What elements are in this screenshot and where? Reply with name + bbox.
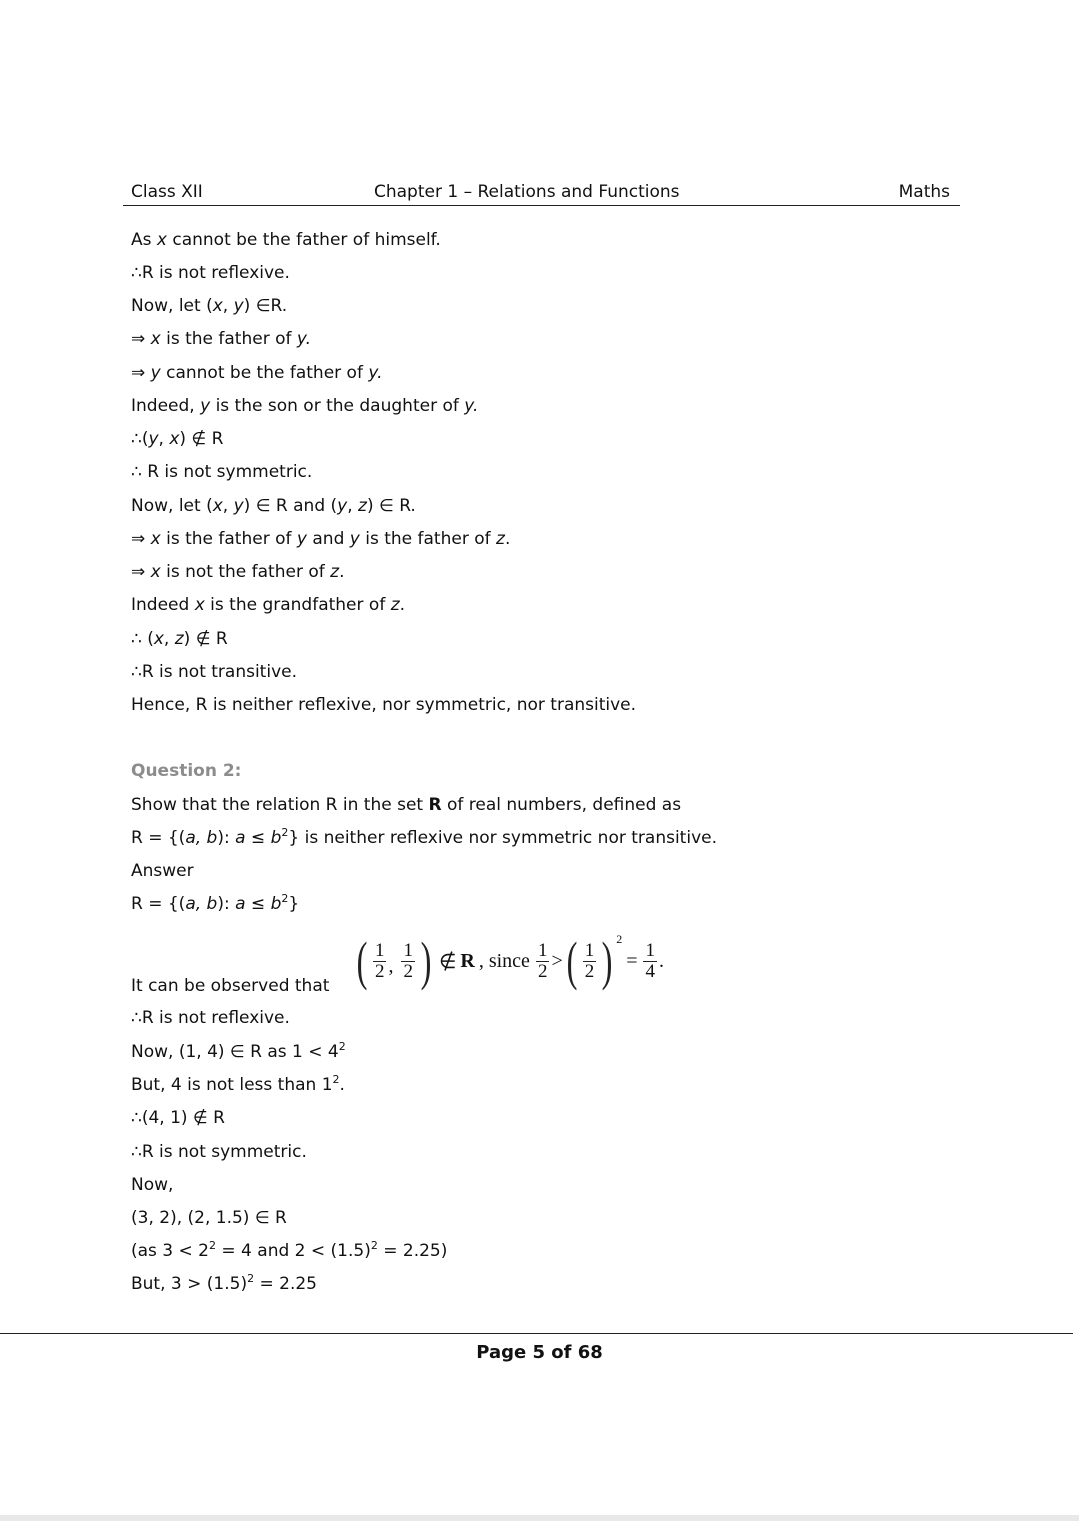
text-line: ⇒ y cannot be the father of y. (131, 363, 383, 383)
header-subject: Maths (898, 182, 950, 202)
text-line: But, 4 is not less than $1^2$. (131, 1073, 345, 1095)
text-line: Indeed, y is the son or the daughter of y. (131, 396, 479, 416)
text-line: ∴(4, 1) ∉ R (131, 1108, 225, 1128)
text-line: ∴R is not reflexive. (131, 1008, 290, 1028)
text-line: (3, 2), (2, 1.5) ∈ R (131, 1208, 287, 1228)
text-line: Indeed x is the grandfather of z. (131, 595, 406, 615)
question-title: Question 2: (131, 761, 242, 781)
observation-lead: It can be observed that (131, 976, 330, 996)
text-line: ∴ R is not symmetric. (131, 462, 313, 482)
header-class: Class XII (131, 182, 203, 202)
text-line: Now, (131, 1175, 174, 1195)
text-line: But, $3 > (1.5)^2 = 2.25$ (131, 1272, 317, 1294)
text-line: ∴R is not reflexive. (131, 263, 290, 283)
text-line: Now, (1, 4) ∈ R as $1 < 4^2$ (131, 1040, 346, 1062)
header-chapter: Chapter 1 – Relations and Functions (374, 182, 680, 202)
text-line: ⇒ x is the father of y. (131, 329, 312, 349)
text-line: ⇒ x is the father of y and y is the father of z. (131, 529, 511, 549)
text-line: Now, let (x, y) ∈ R and (y, z) ∈ R. (131, 496, 416, 516)
footer-divider (0, 1333, 1073, 1334)
viewer-bottom-strip (0, 1515, 1079, 1521)
math-expression: ( $\frac{1}{2}$ , $\frac{1}{2}$ ) ∉ R , since $\frac{1}{2}$ > ( $\frac{1}{2}$ ) 2 = $\frac{1}{4}$ . (356, 931, 664, 991)
question-statement-line1: Show that the relation R in the set R of real numbers, defined as (131, 795, 682, 815)
conclusion-line: Hence, R is neither reflexive, nor symmetric, nor transitive. (131, 695, 637, 715)
text-line: ∴ (x, z) ∉ R (131, 629, 228, 649)
text-line: ⇒ x is not the father of z. (131, 562, 345, 582)
text-line: ∴(y, x) ∉ R (131, 429, 224, 449)
answer-definition: R = {(a, b): $a \le b^2$} (131, 892, 300, 914)
text-line: As x cannot be the father of himself. (131, 230, 441, 250)
text-line: ∴R is not symmetric. (131, 1142, 307, 1162)
answer-label: Answer (131, 861, 194, 881)
text-line: (as $3 < 2^2 = 4$ and $2 < (1.5)^2 = 2.25$) (131, 1239, 448, 1261)
text-line: ∴R is not transitive. (131, 662, 297, 682)
page-number: Page 5 of 68 (476, 1342, 603, 1363)
question-statement-line2: R = {(a, b): $a \le b^2$} is neither reflexive nor symmetric nor transitive. (131, 826, 717, 848)
page-header (123, 180, 960, 206)
text-line: Now, let (x, y) ∈R. (131, 296, 288, 316)
